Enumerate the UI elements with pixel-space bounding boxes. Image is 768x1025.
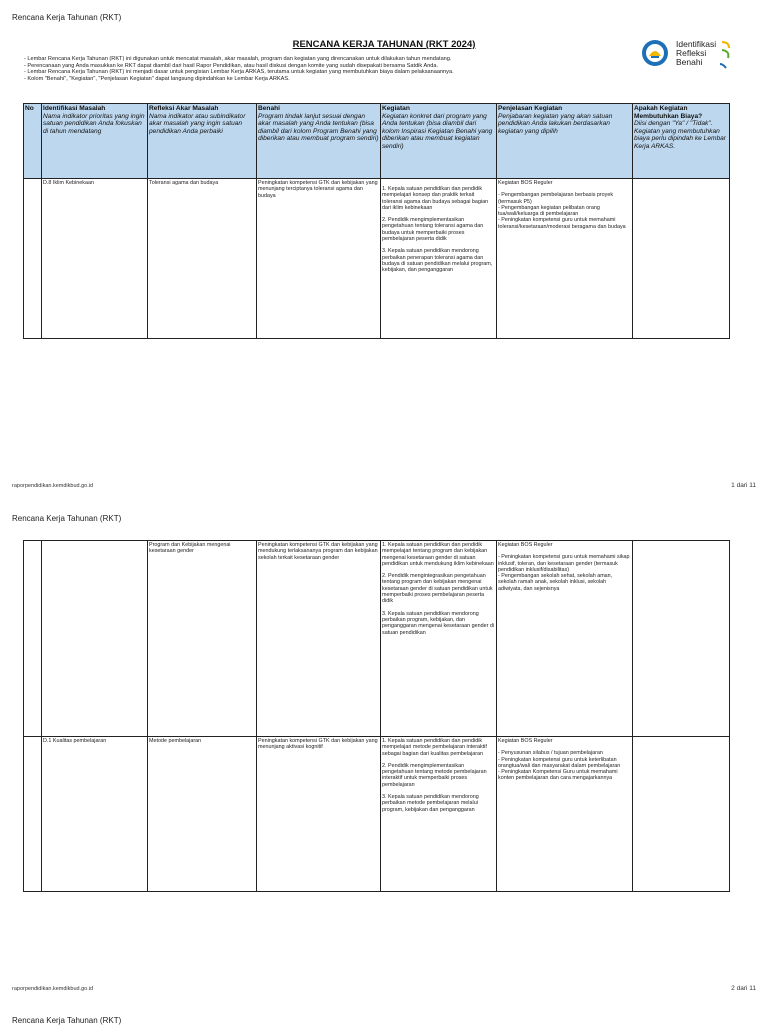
logo-line-refleksi: Refleksi bbox=[676, 48, 707, 58]
running-header: Rencana Kerja Tahunan (RKT) bbox=[12, 13, 122, 22]
header-identifikasi: Identifikasi Masalah Nama indikator prioritas yang ingin satuan pendidikan Anda fokuskan di tahun mendatang bbox=[42, 104, 148, 179]
logo-line-identifikasi: Identifikasi bbox=[676, 39, 717, 49]
cell-no bbox=[24, 179, 42, 339]
cell-kegiatan: 1. Kepala satuan pendidikan dan pendidik mempelajari metode pembelajaran interaktif sebagai bagian dari kualitas pembelajaran 2. Pendidik mengimplementasikan pengetahuan tentang metode pembelajaran interaktif untuk memperbaiki proses pembelajaran 3. Kepala satuan pendidikan mendorong perbaikan metode pembelajaran melalui program, kebijakan dan penganggaran bbox=[381, 737, 497, 892]
footer-page-number: 1 dari 11 bbox=[731, 482, 756, 489]
header-refleksi: Refleksi Akar Masalah Nama indikator atau subindikator akar masalah yang ingin satuan pendidikan Anda perbaiki bbox=[148, 104, 257, 179]
cell-penjelasan: Kegiatan BOS Reguler - Peningkatan kompetensi guru untuk memahami sikap inklusif, toleran, dan kesetaraan gender (termasuk pendidikan inklusif/disabilitas) - Pengembangan sekolah sehat, sekolah aman, sekolah ramah anak, sekolah inklusi, sekolah adiwiyata, dan sejenisnya bbox=[497, 541, 633, 737]
cell-penjelasan: Kegiatan BOS Reguler - Penyusunan silabus / tujuan pembelajaran - Peningkatan kompetensi guru untuk keterlibatan orangtua/wali dan masyarakat dalam pembelajaran - Peningkatan Kompetensi Guru untuk memahami konten pembelajaran dan cara mengajarkannya bbox=[497, 737, 633, 892]
header-biaya: Apakah Kegiatan Membutuhkan Biaya? Diisi dengan "Ya" / "Tidak". Kegiatan yang membutuhkan biaya perlu dipindah ke Lembar Kerja ARKAS. bbox=[633, 104, 730, 179]
cell-identifikasi: D.8 Iklim Kebinekaan bbox=[42, 179, 148, 339]
footer-page-number: 2 dari 11 bbox=[731, 985, 756, 992]
running-header: Rencana Kerja Tahunan (RKT) bbox=[12, 1016, 122, 1025]
logo-arrows-icon bbox=[720, 38, 732, 70]
cell-identifikasi: D.1 Kualitas pembelajaran bbox=[42, 737, 148, 892]
cell-biaya bbox=[633, 737, 730, 892]
header-penjelasan: Penjelasan Kegiatan Penjabaran kegiatan yang akan satuan pendidikan Anda lakukan berdasarkan kegiatan yang dipilih bbox=[497, 104, 633, 179]
cell-kegiatan: 1. Kepala satuan pendidikan dan pendidik mempelajari tentang program dan kebijakan mengenai kesetaraan gender di satuan pendidikan untuk mendukung iklim kebinekaan 2. Pendidik mengintegrasikan pengetahuan tentang program dan kebijakan mengenai kesetaraan gender di satuan pendidikan untuk memperbaiki proses pembelajaran peserta didik 3. Kepala satuan pendidikan mendorong perbaikan program, kebijakan, dan penganggaran mengenai kesetaraan gender di satuan pendidikan bbox=[381, 541, 497, 737]
instruction-line: - Kolom "Benahi", "Kegiatan", "Penjelasan Kegiatan" dapat langsung dipindahkan ke Lembar Kerja ARKAS. bbox=[24, 75, 290, 82]
header-no: No bbox=[24, 104, 42, 179]
footer-url: raporpendidikan.kemdikbud.go.id bbox=[12, 483, 94, 489]
tut-wuri-handayani-icon bbox=[640, 38, 670, 68]
cell-refleksi: Program dan Kebijakan mengenai kesetaraan gender bbox=[148, 541, 257, 737]
identifikasi-refleksi-benahi-logo bbox=[640, 38, 732, 70]
instruction-line: - Lembar Rencana Kerja Tahunan (RKT) ini digunakan untuk mencatat masalah, akar masalah, program dan kegiatan yang direncanakan untuk dilakukan tahun mendatang. bbox=[24, 56, 452, 62]
cell-identifikasi bbox=[42, 541, 148, 737]
instruction-line: - Perencanaan yang Anda masukkan ke RKT dapat diambil dari hasil Rapor Pendidikan, atau hasil diskusi dengan komite yang sudah disepakati bersama Satdik Anda. bbox=[24, 62, 439, 69]
table-row bbox=[24, 541, 730, 737]
page-title: RENCANA KERJA TAHUNAN (RKT 2024) bbox=[292, 39, 476, 50]
cell-no bbox=[24, 737, 42, 892]
table-row bbox=[24, 179, 730, 339]
cell-refleksi: Toleransi agama dan budaya bbox=[148, 179, 257, 339]
cell-refleksi: Metode pembelajaran bbox=[148, 737, 257, 892]
running-header: Rencana Kerja Tahunan (RKT) bbox=[12, 514, 122, 523]
cell-penjelasan: Kegiatan BOS Reguler - Pengembangan pembelajaran berbasis proyek (termasuk P5) - Pengembangan kegiatan pelibatan orang tua/wali/keluarga di pembelajaran - Peningkatan kompetensi guru untuk memahami toleransi/kesetaraan/moderasi beragama dan budaya bbox=[497, 179, 633, 339]
rkt-table-page-1 bbox=[23, 103, 730, 339]
instruction-line: - Lembar Rencana Kerja Tahunan (RKT) ini menjadi dasar untuk pengisian Lembar Kerja ARKAS, terutama untuk kegiatan yang membutuhkan biaya dalam pelaksanaannya. bbox=[24, 69, 454, 76]
cell-no bbox=[24, 541, 42, 737]
table-header-row bbox=[24, 104, 730, 179]
instructions bbox=[24, 56, 624, 82]
cell-benahi: Peningkatan kompetensi GTK dan kebijakan yang mendukung terlaksananya program dan kebijakan sekolah terkait kesetaraan gender bbox=[257, 541, 381, 737]
footer-url: raporpendidikan.kemdikbud.go.id bbox=[12, 986, 94, 992]
header-kegiatan: Kegiatan Kegiatan konkret dari program yang Anda tentukan (bisa diambil dari kolom Inspirasi Kegiatan Benahi yang diberikan atau membuat kegiatan sendiri) bbox=[381, 104, 497, 179]
logo-line-benahi: Benahi bbox=[676, 57, 703, 67]
cell-kegiatan: 1. Kepala satuan pendidikan dan pendidik mempelajari konsep dan praktik terkait toleransi agama dan budaya sebagai bagian dari iklim kebinekaan 2. Pendidik mengimplementasikan pengetahuan tentang toleransi agama dan budaya untuk memperbaiki proses pembelajaran peserta didik 3. Kepala satuan pendidikan mendorong perbaikan penerapan toleransi agama dan budaya di satuan pendidikan melalui program, kebijakan, dan penganggaran bbox=[381, 179, 497, 339]
table-row bbox=[24, 737, 730, 892]
cell-biaya bbox=[633, 179, 730, 339]
rkt-table-page-2 bbox=[23, 540, 730, 892]
cell-biaya bbox=[633, 541, 730, 737]
cell-benahi: Peningkatan kompetensi GTK dan kebijakan yang menunjang aktivasi kognitif bbox=[257, 737, 381, 892]
header-benahi: Benahi Program tindak lanjut sesuai dengan akar masalah yang Anda tentukan (bisa diambil dari kolom Program Benahi yang diberikan atau membuat program sendiri) bbox=[257, 104, 381, 179]
cell-benahi: Peningkatan kompetensi GTK dan kebijakan yang menunjang terciptanya toleransi agama dan budaya bbox=[257, 179, 381, 339]
